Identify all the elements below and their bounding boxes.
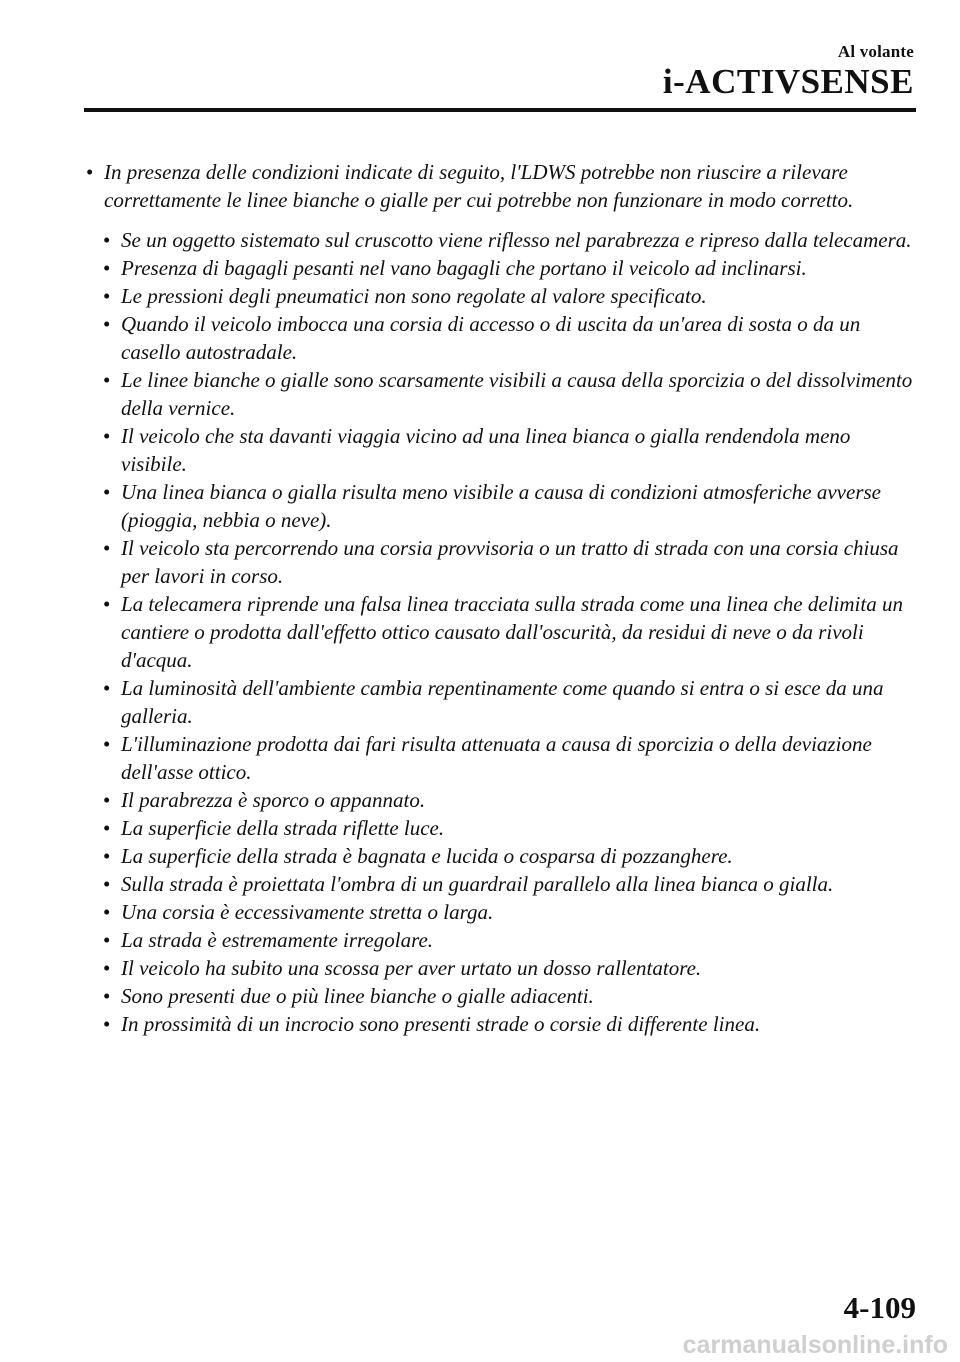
condition-item xyxy=(103,842,918,870)
condition-text: Una corsia è eccessivamente stretta o larga. xyxy=(121,900,494,924)
condition-text: Una linea bianca o gialla risulta meno visibile a causa di condizioni atmosferiche avverse (pioggia, nebbia o neve). xyxy=(121,480,881,532)
condition-text: Sulla strada è proiettata l'ombra di un guardrail parallelo alla linea bianca o gialla. xyxy=(121,872,834,896)
condition-text: Le pressioni degli pneumatici non sono regolate al valore specificato. xyxy=(121,284,707,308)
condition-item xyxy=(103,254,918,282)
intro-text: In presenza delle condizioni indicate di seguito, l'LDWS potrebbe non riuscire a rilevare correttamente le linee bianche o gialle per cui potrebbe non funzionare in modo corretto. xyxy=(104,160,854,212)
bullet-icon: • xyxy=(103,284,111,308)
condition-item xyxy=(103,786,918,814)
bullet-icon: • xyxy=(103,788,111,812)
bullet-icon: • xyxy=(103,1012,111,1036)
condition-item xyxy=(103,954,918,982)
main-content xyxy=(86,158,918,1038)
bullet-icon: • xyxy=(86,160,94,184)
condition-item xyxy=(103,730,918,786)
condition-item xyxy=(103,898,918,926)
condition-item xyxy=(103,282,918,310)
condition-text: Quando il veicolo imbocca una corsia di accesso o di uscita da un'area di sosta o da un casello autostradale. xyxy=(121,312,861,364)
bullet-icon: • xyxy=(103,900,111,924)
condition-text: Il veicolo che sta davanti viaggia vicino ad una linea bianca o gialla rendendola meno visibile. xyxy=(121,424,851,476)
condition-item xyxy=(103,982,918,1010)
page-number: 4-109 xyxy=(843,1290,916,1325)
bullet-icon: • xyxy=(103,676,111,700)
condition-text: Il veicolo ha subito una scossa per aver urtato un dosso rallentatore. xyxy=(121,956,702,980)
bullet-icon: • xyxy=(103,816,111,840)
condition-text: Sono presenti due o più linee bianche o gialle adiacenti. xyxy=(121,984,594,1008)
condition-item xyxy=(103,422,918,478)
condition-text: Le linee bianche o gialle sono scarsamente visibili a causa della sporcizia o del dissolvimento della vernice. xyxy=(121,368,913,420)
condition-text: La superficie della strada riflette luce. xyxy=(121,816,445,840)
condition-text: La telecamera riprende una falsa linea tracciata sulla strada come una linea che delimita un cantiere o prodotta dall'effetto ottico causato dall'oscurità, da residui di neve o da rivoli d'acqua. xyxy=(121,592,903,672)
conditions-list xyxy=(86,226,918,1038)
condition-text: Se un oggetto sistemato sul cruscotto viene riflesso nel parabrezza e ripreso dalla telecamera. xyxy=(121,228,912,252)
condition-item xyxy=(103,814,918,842)
bullet-icon: • xyxy=(103,928,111,952)
bullet-icon: • xyxy=(103,256,111,280)
bullet-icon: • xyxy=(103,480,111,504)
bullet-icon: • xyxy=(103,984,111,1008)
condition-item xyxy=(103,534,918,590)
section-label: Al volante xyxy=(837,42,914,61)
condition-item xyxy=(103,226,918,254)
bullet-icon: • xyxy=(103,844,111,868)
bullet-icon: • xyxy=(103,592,111,616)
bullet-icon: • xyxy=(103,956,111,980)
condition-item xyxy=(103,926,918,954)
condition-item xyxy=(103,870,918,898)
condition-text: Presenza di bagagli pesanti nel vano bagagli che portano il veicolo ad inclinarsi. xyxy=(121,256,807,280)
page-header xyxy=(663,42,914,102)
header-divider xyxy=(84,108,916,112)
page-title: i-ACTIVSENSE xyxy=(662,62,914,101)
condition-item xyxy=(103,1010,918,1038)
condition-text: La luminosità dell'ambiente cambia repentinamente come quando si entra o si esce da una galleria. xyxy=(121,676,884,728)
condition-text: La strada è estremamente irregolare. xyxy=(121,928,434,952)
condition-item xyxy=(103,590,918,674)
condition-item xyxy=(103,478,918,534)
bullet-icon: • xyxy=(103,732,111,756)
bullet-icon: • xyxy=(103,368,111,392)
watermark: carmanualsonline.info xyxy=(682,1331,948,1359)
condition-text: Il veicolo sta percorrendo una corsia provvisoria o un tratto di strada con una corsia chiusa per lavori in corso. xyxy=(121,536,899,588)
condition-text: Il parabrezza è sporco o appannato. xyxy=(121,788,426,812)
bullet-icon: • xyxy=(103,228,111,252)
condition-text: In prossimità di un incrocio sono presenti strade o corsie di differente linea. xyxy=(121,1012,761,1036)
condition-item xyxy=(103,310,918,366)
bullet-icon: • xyxy=(103,424,111,448)
condition-item xyxy=(103,366,918,422)
bullet-icon: • xyxy=(103,536,111,560)
bullet-icon: • xyxy=(103,872,111,896)
intro-item xyxy=(86,158,918,214)
condition-item xyxy=(103,674,918,730)
condition-text: La superficie della strada è bagnata e lucida o cosparsa di pozzanghere. xyxy=(121,844,733,868)
bullet-icon: • xyxy=(103,312,111,336)
condition-text: L'illuminazione prodotta dai fari risulta attenuata a causa di sporcizia o della deviazione dell'asse ottico. xyxy=(121,732,872,784)
